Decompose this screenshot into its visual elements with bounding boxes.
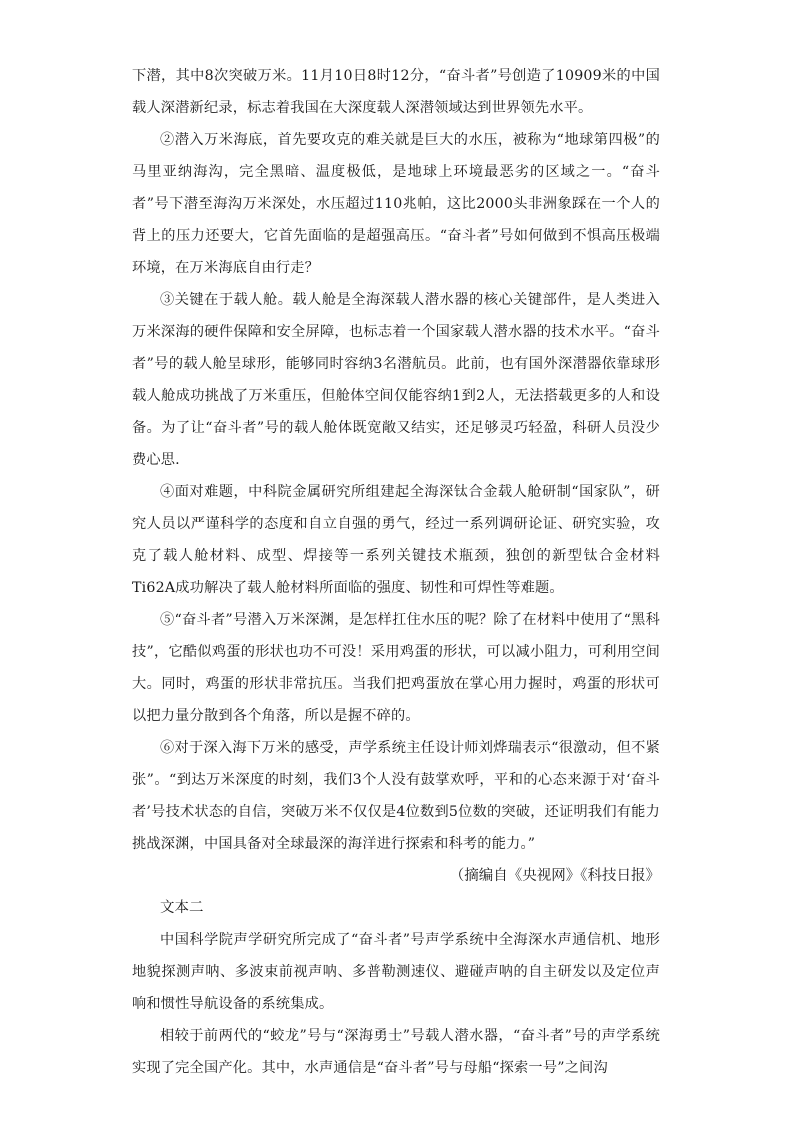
- paragraph-2: ②潜入万米海底，首先要攻克的难关就是巨大的水压，被称为“地球第四极”的马里亚纳海沟，完全黑暗、温度极低，是地球上环境最恶劣的区域之一。“奋斗者”号下潜至海沟万米深处，水压超过110兆帕，这比2000头非洲象踩在一个人的背上的压力还要大，它首先面临的是超强高压。“奋斗者”号如何做到不惧高压极端环境，在万米海底自由行走？: [132, 132, 660, 276]
- section-heading-text2: 文本二: [160, 900, 204, 916]
- paragraph-6: ⑥对于深入海下万米的感受，声学系统主任设计师刘烨瑞表示“很激动，但不紧张”。“到达万米深度的时刻，我们3个人没有鼓掌欢呼，平和的心态来源于对‘奋斗者’号技术状态的自信，突破万米不仅仅是4位数到5位数的突破，还证明我们有能力挑战深渊，中国具备对全球最深的海洋进行探索和科考的能力。”: [132, 740, 660, 852]
- paragraph-4: ④面对难题，中科院金属研究所组建起全海深钛合金载人舱研制“国家队”，研究人员以严谨科学的态度和自立自强的勇气，经过一系列调研论证、研究实验，攻克了载人舱材料、成型、焊接等一系列关键技术瓶颈，独创的新型钛合金材料Ti62A成功解决了载人舱材料所面临的强度、韧性和可焊性等难题。: [132, 484, 660, 596]
- text2-paragraph-1: 中国科学院声学研究所完成了“奋斗者”号声学系统中全海深水声通信机、地形地貌探测声呐、多波束前视声呐、多普勒测速仪、避碰声呐的自主研发以及定位声响和惯性导航设备的系统集成。: [132, 932, 660, 1012]
- document-page: [132, 60, 660, 1084]
- paragraph-3: ③关键在于载人舱。载人舱是全海深载人潜水器的核心关键部件，是人类进入万米深海的硬件保障和安全屏障，也标志着一个国家载人潜水器的技术水平。“奋斗者”号的载人舱呈球形，能够同时容纳3名潜航员。此前，也有国外深潜器依靠球形载人舱成功挑战了万米重压，但舱体空间仅能容纳1到2人，无法搭载更多的人和设备。为了让“奋斗者”号的载人舱体既宽敞又结实，还足够灵巧轻盈，科研人员没少费心思.: [132, 292, 660, 468]
- paragraph-5: ⑤“奋斗者”号潜入万米深渊，是怎样扛住水压的呢？除了在材料中使用了“黑科技”，它酷似鸡蛋的形状也功不可没！采用鸡蛋的形状，可以减小阻力，可利用空间大。同时，鸡蛋的形状非常抗压。当我们把鸡蛋放在掌心用力握时，鸡蛋的形状可以把力量分散到各个角落，所以是握不碎的。: [132, 612, 660, 724]
- paragraph-intro-continuation: 下潜，其中8次突破万米。11月10日8时12分，“奋斗者”号创造了10909米的中国载人深潜新纪录，标志着我国在大深度载人深潜领域达到世界领先水平。: [132, 68, 660, 116]
- text2-paragraph-2: 相较于前两代的“蛟龙”号与“深海勇士”号载人潜水器，“奋斗者”号的声学系统实现了完全国产化。其中，水声通信是“奋斗者”号与母船“探索一号”之间沟: [132, 1028, 660, 1076]
- source-citation: （摘编自《央视网》《科技日报》: [449, 868, 660, 884]
